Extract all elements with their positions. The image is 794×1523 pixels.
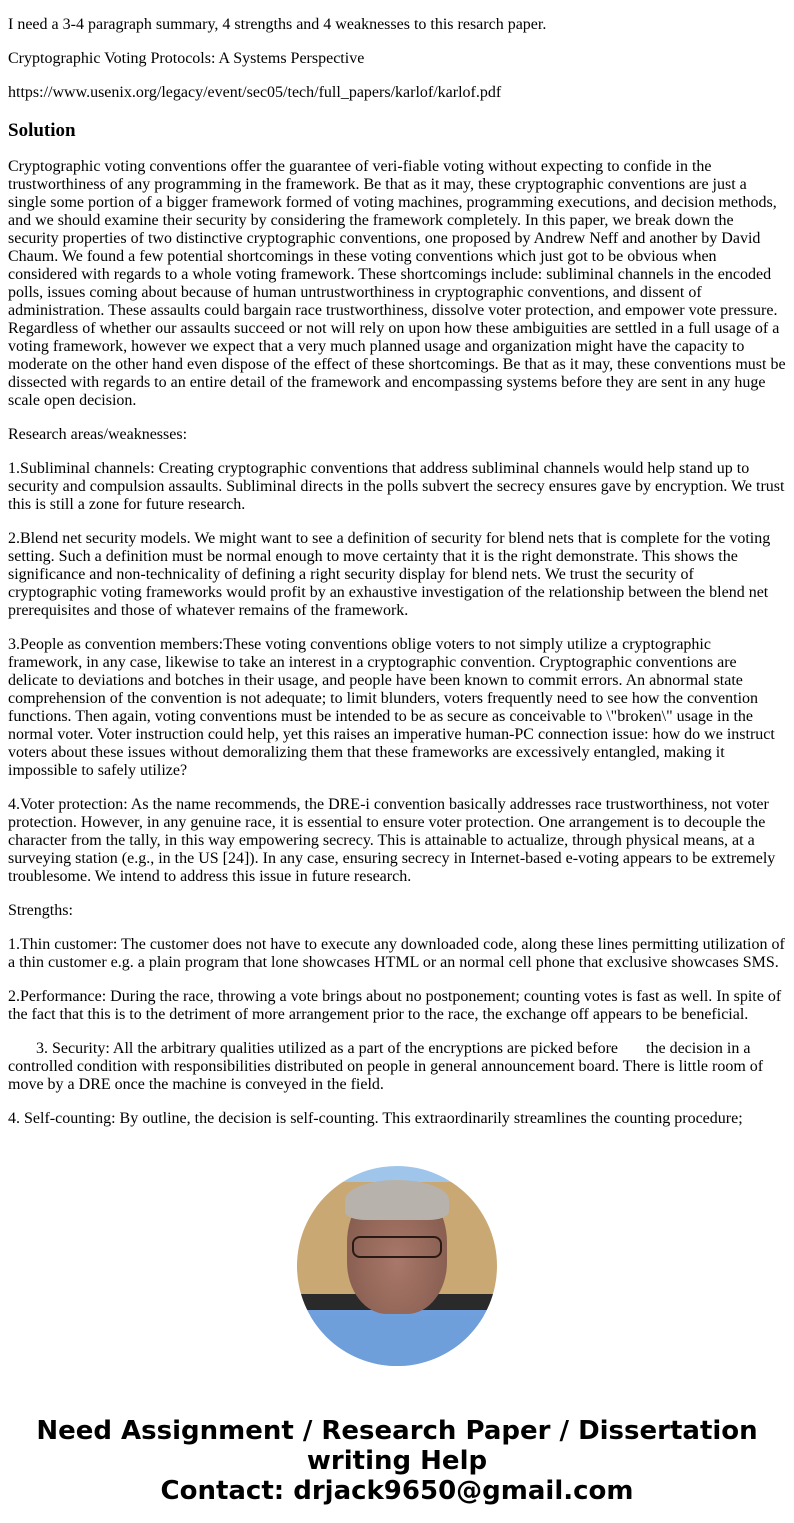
strength-item: 4. Self-counting: By outline, the decision is self-counting. This extraordinarily streamlines the counting procedure; <box>8 1110 743 1127</box>
document <box>0 16 794 1128</box>
paper-url: https://www.usenix.org/legacy/event/sec05/tech/full_papers/karlof/karlof.pdf <box>8 84 502 101</box>
tutor-photo-container <box>0 1166 794 1366</box>
strength-item: 1.Thin customer: The customer does not have to execute any downloaded code, along these lines permitting utilization of a thin customer e.g. a plain program that lone showcases HTML or an normal cell phone that exclusive showcases SMS. <box>8 936 785 971</box>
weaknesses-heading: Research areas/weaknesses: <box>8 426 188 443</box>
advert-line: Need Assignment / Research Paper / Dissertation writing Help <box>36 1416 758 1476</box>
advert-footer <box>0 1416 794 1506</box>
weakness-item: 3.People as convention members:These voting conventions oblige voters to not simply utilize a cryptographic framework, in any case, likewise to take an interest in a cryptographic convention. Cryptographic conventions are delicate to deviations and botches in their usage, and people have been known to commit errors. An abnormal state comprehension of the convention is not adequate; to limit blunders, voters frequently need to see how the convention functions. Then again, voting conventions must be intended to be as secure as conceivable to \"broken\" usage in the normal voter. Voter instruction could help, yet this raises an imperative human-PC connection issue: how do we instruct voters about these issues without demoralizing them that these frameworks are excessively entangled, making it impossible to safely utilize? <box>8 636 775 779</box>
paper-title: Cryptographic Voting Protocols: A Systems Perspective <box>8 50 365 67</box>
contact-line: Contact: drjack9650@gmail.com <box>160 1476 634 1506</box>
weakness-item: 1.Subliminal channels: Creating cryptographic conventions that address subliminal channels would help stand up to security and compulsion assaults. Subliminal directs in the polls subvert the secrecy ensures gave by encryption. We trust this is still a zone for future research. <box>8 460 785 513</box>
summary-paragraph: Cryptographic voting conventions offer the guarantee of veri-fiable voting without expecting to confide in the trustworthiness of any programming in the framework. Be that as it may, these cryptographic conventions are just a single some portion of a bigger framework formed of voting machines, programming executions, and decision methods, and we should examine their security by considering the framework completely. In this paper, we break down the security properties of two distinctive cryptographic conventions, one proposed by Andrew Neff and another by David Chaum. We found a few potential shortcomings in these voting conventions which just got to be obvious when considered with regards to a whole voting framework. These shortcomings include: subliminal channels in the encoded polls, issues coming about because of human untrustworthiness in cryptographic conventions, and dissent of administration. These assaults could bargain race trustworthiness, dissolve voter protection, and empower vote pressure. Regardless of whether our assaults succeed or not will rely on upon how these ambiguities are settled in a full usage of a voting framework, however we expect that a very much planned usage and organization might have the capacity to moderate on the other hand even dispose of the effect of these shortcomings. Be that as it may, these conventions must be dissected with regards to an entire detail of the framework and encompassing systems before they are sent in any huge scale open decision. <box>8 158 786 409</box>
tutor-photo <box>297 1166 497 1366</box>
solution-heading: Solution <box>8 120 76 141</box>
strength-3-start: 3. Security: All the arbitrary qualities utilized as a part of the encryptions are picked before <box>36 1040 619 1057</box>
weakness-item: 4.Voter protection: As the name recommends, the DRE-i convention basically addresses race trustworthiness, not voter protection. However, in any genuine race, it is essential to ensure voter protection. One arrangement is to decouple the character from the tally, in this way empowering secrecy. This is attainable to actualize, through physical means, at a surveying station (e.g., in the US [24]). In any case, ensuring secrecy in Internet-based e-voting appears to be extremely troublesome. We intend to address this issue in future research. <box>8 796 776 885</box>
strength-item: 2.Performance: During the race, throwing a vote brings about no postponement; counting votes is fast as well. In spite of the fact that this is to the detriment of more arrangement prior to the race, the exchange off appears to be beneficial. <box>8 988 782 1023</box>
question-request: I need a 3-4 paragraph summary, 4 strengths and 4 weaknesses to this resarch paper. <box>8 16 547 33</box>
weakness-item: 2.Blend net security models. We might want to see a definition of security for blend nets that is complete for the voting setting. Such a definition must be normal enough to move certainty that it is the right demonstrate. This shows the significance and non-technicality of defining a right security display for blend nets. We trust the security of cryptographic voting frameworks would profit by an exhaustive investigation of the relationship between the blend net prerequisites and those of whatever remains of the framework. <box>8 530 771 619</box>
strength-item <box>8 1040 786 1094</box>
strengths-heading: Strengths: <box>8 902 73 919</box>
strength-3-rest: the decision in a controlled condition with responsibilities distributed on people in general announcement board. There is little room of move by a DRE once the machine is conveyed in the field. <box>8 1040 764 1093</box>
